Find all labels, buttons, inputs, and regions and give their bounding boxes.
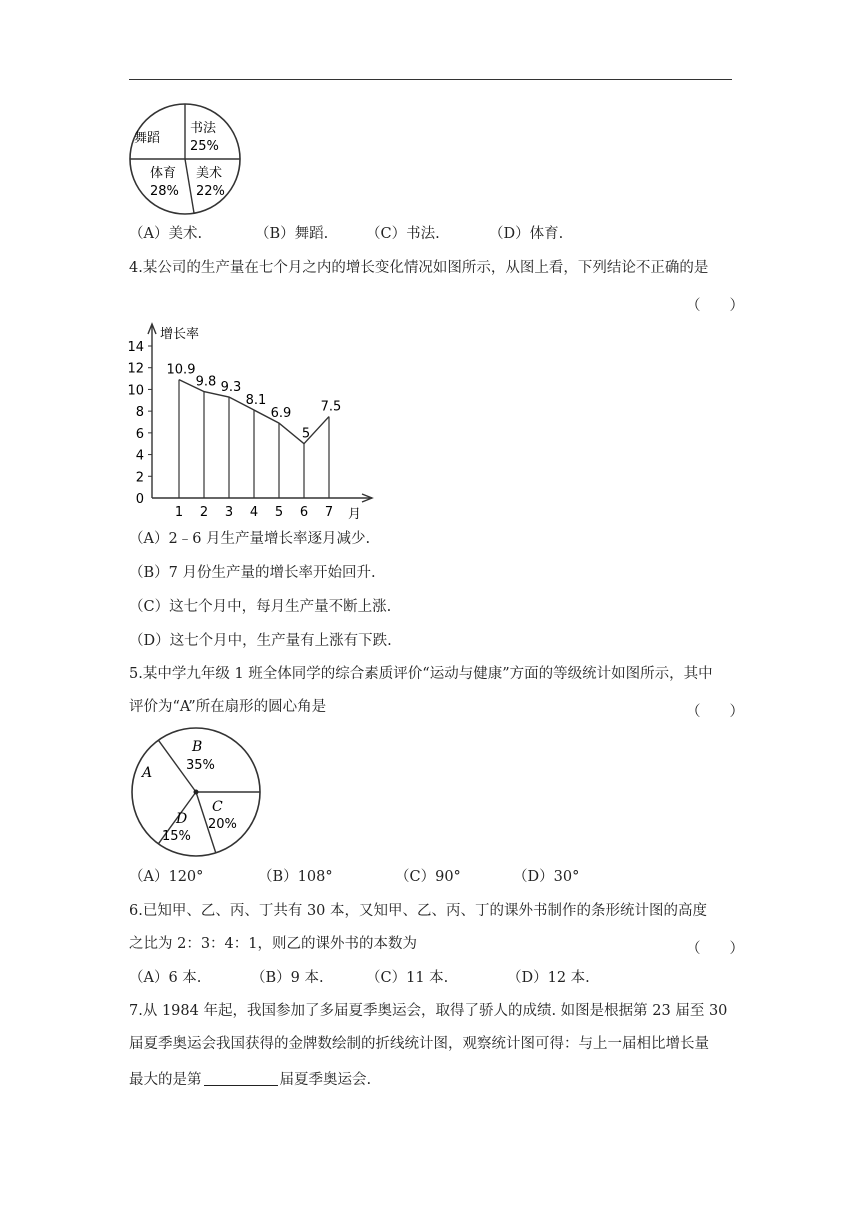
q5-stem-line1: 5.某中学九年级 1 班全体同学的综合素质评价“运动与健康”方面的等级统计如图所示，其中 (129, 666, 713, 682)
q7-stem-line2: 届夏季奥运会我国获得的金牌数绘制的折线统计图，观察统计图可得：与上一届相比增长量 (129, 1036, 709, 1052)
q4-marks (167, 363, 342, 498)
y-tick-label: 6 (135, 426, 144, 442)
q5-pie-label-a: A (142, 765, 153, 781)
y-tick-label: 0 (135, 492, 144, 507)
q6-stem-line2: 之比为 2：3：4：1，则乙的课外书的本数为 (129, 936, 418, 952)
q5-pie-label-c: C (212, 799, 223, 815)
q4-growth-chart (126, 318, 380, 522)
q5-option-a: （A）120° (129, 869, 204, 885)
q3-pie-chart (126, 100, 244, 216)
q5-pie-label-b: B (192, 739, 203, 755)
y-tick-label: 2 (135, 470, 144, 486)
q4-option-a: （A）2﹣6 月生产量增长率逐月减少. (129, 531, 371, 547)
y-tick-label: 8 (135, 405, 144, 421)
q5-pie-chart (126, 723, 266, 863)
q5-option-c: （C）90° (395, 869, 461, 885)
x-tick-label: 4 (249, 505, 259, 520)
q3-pie-pct-art: 22% (196, 184, 225, 199)
q6-stem-line1: 6.已知甲、乙、丙、丁共有 30 本，又知甲、乙、丙、丁的课外书制作的条形统计图的高度 (129, 903, 707, 919)
q4-axes (127, 324, 372, 522)
header-rule (129, 79, 732, 80)
q7-answer-blank[interactable] (204, 1071, 278, 1086)
q3-pie-label-pe: 体育 (150, 166, 177, 181)
y-tick-label: 4 (135, 448, 144, 464)
data-label-month-3: 9.3 (220, 380, 242, 396)
y-axis-title: 增长率 (160, 327, 200, 342)
q6-option-c: （C）11 本. (366, 970, 449, 986)
q6-option-b: （B）9 本. (251, 970, 324, 986)
data-label-month-4: 8.1 (245, 393, 267, 409)
q4-answer-paren: （ ） (686, 298, 744, 314)
data-label-month-1: 10.9 (166, 362, 196, 378)
q5-pie-pct-d: 15% (162, 829, 191, 844)
data-label-month-7: 7.5 (320, 399, 342, 415)
y-tick-label: 12 (127, 361, 144, 377)
q3-option-a: （A）美术. (129, 226, 203, 242)
q3-pie-label-calligraphy: 书法 (190, 121, 217, 136)
q6-option-d: （D）12 本. (507, 970, 590, 986)
x-tick-label: 5 (274, 505, 284, 520)
q4-stem: 4.某公司的生产量在七个月之内的增长变化情况如图所示，从图上看，下列结论不正确的是 (129, 260, 709, 276)
y-tick-label: 10 (127, 383, 144, 399)
q5-option-b: （B）108° (258, 869, 333, 885)
q5-stem-line2: 评价为“A”所在扇形的圆心角是 (129, 699, 327, 715)
q4-option-c: （C）这七个月中，每月生产量不断上涨. (129, 599, 392, 615)
q7-stem-before: 最大的是第 (129, 1072, 202, 1088)
q4-option-d: （D）这七个月中，生产量有上涨有下跌. (129, 633, 392, 649)
q3-option-c: （C）书法. (366, 226, 440, 242)
q3-pie-pct-pe: 28% (150, 184, 179, 199)
q5-option-d: （D）30° (513, 869, 580, 885)
data-label-month-5: 6.9 (270, 406, 292, 422)
q7-stem-line3 (129, 1071, 371, 1088)
data-label-month-2: 9.8 (195, 374, 217, 390)
q4-option-b: （B）7 月份生产量的增长率开始回升. (129, 565, 376, 581)
q3-pie-pct-calligraphy: 25% (190, 139, 219, 154)
y-tick-label: 14 (127, 340, 144, 355)
q7-stem-line1: 7.从 1984 年起，我国参加了多届夏季奥运会，取得了骄人的成绩. 如图是根据第 23 届至 30 (129, 1003, 728, 1019)
q3-pie-label-dance: 舞蹈 (134, 131, 161, 146)
q5-pie-pct-b: 35% (186, 758, 215, 773)
data-label-month-6: 5 (301, 426, 311, 442)
q6-answer-paren: （ ） (686, 941, 744, 957)
x-tick-label: 6 (299, 505, 309, 520)
x-tick-label: 1 (174, 505, 184, 520)
q5-pie-pct-c: 20% (208, 817, 237, 832)
x-tick-label: 2 (199, 505, 209, 520)
q3-pie-label-art: 美术 (196, 166, 223, 181)
x-tick-label: 3 (224, 505, 234, 520)
q3-option-b: （B）舞蹈. (255, 226, 329, 242)
q5-pie-center (194, 790, 199, 795)
q3-option-d: （D）体育. (489, 226, 564, 242)
q5-answer-paren: （ ） (686, 704, 744, 720)
x-axis-title: 月 (348, 507, 362, 522)
q5-pie-label-d: D (176, 811, 188, 827)
q6-option-a: （A）6 本. (129, 970, 202, 986)
x-tick-label: 7 (324, 505, 334, 520)
q7-stem-after: 届夏季奥运会. (279, 1072, 372, 1088)
